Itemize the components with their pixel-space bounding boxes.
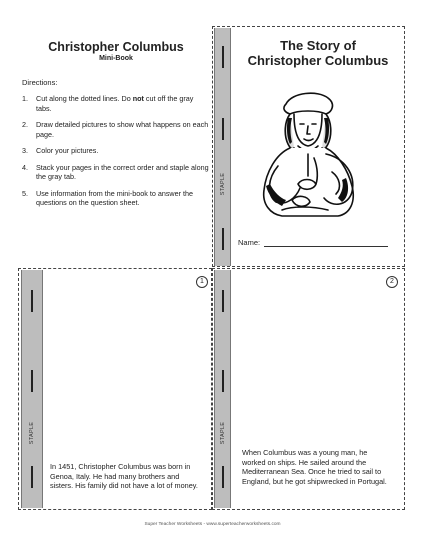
tab-mark [31, 466, 33, 488]
name-label: Name: [238, 238, 261, 247]
direction-step [22, 120, 210, 139]
staple-tab-page-1 [21, 270, 43, 508]
tab-mark [222, 228, 224, 250]
name-line[interactable] [264, 238, 388, 247]
step-text-part: Use information from the mini-book to answer the questions on the question sheet. [36, 188, 193, 207]
step-text [36, 189, 210, 208]
directions-panel [22, 36, 210, 261]
directions-list [22, 94, 210, 208]
direction-step [22, 189, 210, 208]
staple-label: STAPLE [29, 421, 35, 445]
step-text-part: cut off the gray tabs. [36, 94, 194, 113]
tab-mark [31, 370, 33, 392]
cover-content [233, 38, 403, 68]
tab-mark [222, 118, 224, 140]
direction-step [22, 94, 210, 113]
step-text-part: Draw detailed pictures to show what happens on each page. [36, 120, 209, 139]
step-text-part: Color your pictures. [36, 146, 99, 155]
step-text-emphasis: not [132, 94, 144, 103]
columbus-portrait [252, 88, 362, 220]
step-text [36, 146, 210, 156]
step-text-part: Stack your pages in the correct order and staple along the gray tab. [36, 162, 209, 181]
footer-credit: Super Teacher Worksheets - www.superteacherworksheets.com [144, 522, 281, 527]
page-title: Christopher Columbus [48, 40, 184, 54]
page-2-text: When Columbus was a young man, he worked on ships. He sailed around the Mediterranean Sea. Once he tried to sail to England, but he got shipwrecked in Portugal. [242, 448, 387, 486]
name-field[interactable] [238, 238, 388, 247]
directions-heading: Directions: [22, 78, 58, 87]
step-number: 3. [22, 146, 28, 155]
cover-title-line1: The Story of [280, 38, 356, 53]
page-1-text: In 1451, Christopher Columbus was born in Genoa, Italy. He had many brothers and sisters. His family did not have a lot of money. [50, 462, 198, 491]
step-text [36, 94, 210, 113]
tab-mark [222, 290, 224, 312]
step-number: 4. [22, 162, 28, 172]
tab-mark [222, 466, 224, 488]
step-text [36, 120, 210, 139]
tab-mark [222, 370, 224, 392]
cover-title-line2: Christopher Columbus [247, 53, 389, 68]
step-number: 2. [22, 120, 28, 129]
staple-tab-cover [214, 28, 231, 266]
step-number: 5. [22, 188, 28, 198]
direction-step [22, 146, 210, 156]
step-text-part: Cut along the dotted lines. Do [36, 94, 133, 103]
page-number-1: 1 [196, 276, 208, 288]
step-text [36, 163, 210, 182]
staple-label: STAPLE [219, 421, 226, 445]
page-number-2: 2 [386, 276, 398, 288]
tab-mark [222, 46, 224, 68]
step-number: 1. [22, 94, 28, 103]
staple-tab-page-2 [214, 270, 231, 508]
tab-mark [31, 290, 33, 312]
staple-label: STAPLE [219, 172, 226, 196]
direction-step [22, 163, 210, 182]
page-subtitle: Mini-Book [99, 55, 133, 62]
